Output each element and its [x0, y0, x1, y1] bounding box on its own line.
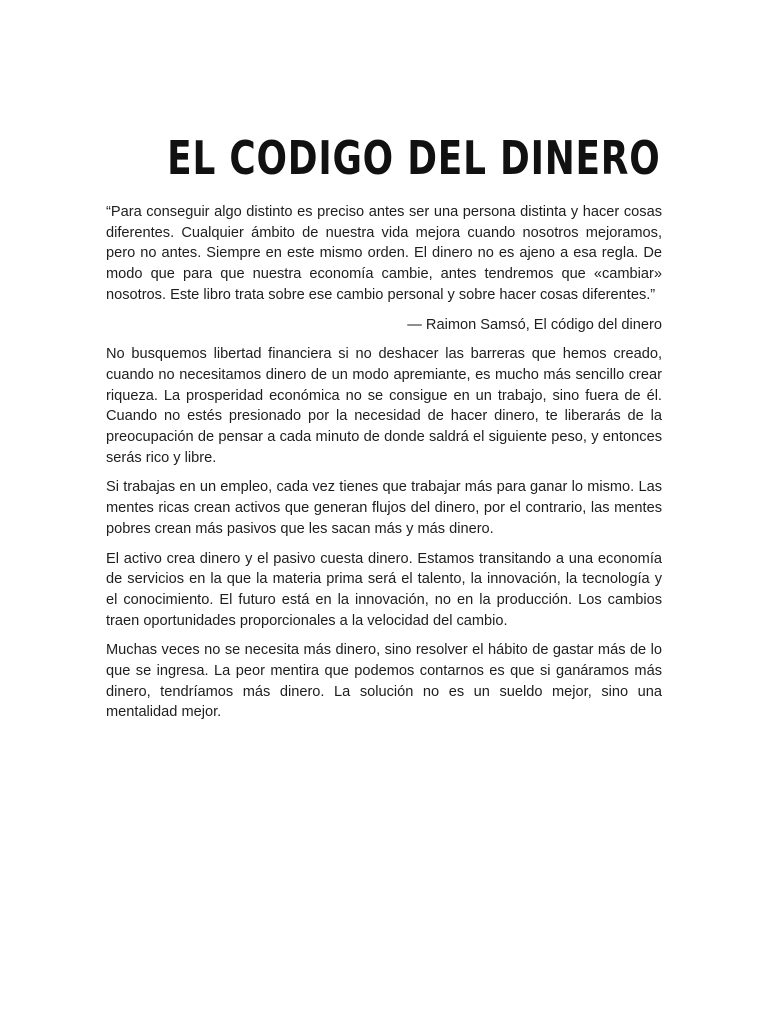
- quote-attribution: — Raimon Samsó, El código del dinero: [407, 316, 662, 333]
- paragraph-3: El activo crea dinero y el pasivo cuesta dinero. Estamos transitando a una economía de servicios en la que la materia prima será el talento, la innovación, la tecnología y el conocimiento. El futuro está en la innovación, no en la producción. Los cambios traen oportunidades proporcionales a la velocidad del cambio.: [106, 550, 662, 629]
- paragraph-4: Muchas veces no se necesita más dinero, sino resolver el hábito de gastar más de lo que se ingresa. La peor mentira que podemos contarnos es que si ganáramos más dinero, tendríamos más dinero. La solución no es un sueldo mejor, sino una mentalidad mejor.: [106, 642, 662, 721]
- document-page: [106, 0, 662, 732]
- paragraph-2: Si trabajas en un empleo, cada vez tienes que trabajar más para ganar lo mismo. Las mentes ricas crean activos que generan flujos del dinero, por el contrario, las mentes pobres crean más pasivos que les sacan más y más dinero.: [106, 479, 662, 537]
- epigraph-quote: “Para conseguir algo distinto es preciso antes ser una persona distinta y hacer cosas diferentes. Cualquier ámbito de nuestra vida mejora cuando nosotros mejoramos, pero no antes. Siempre en este mismo orden. El dinero no es ajeno a esa regla. De modo que para que nuestra economía cambie, antes tendremos que «cambiar» nosotros. Este libro trata sobre ese cambio personal y sobre hacer cosas diferentes.”: [106, 204, 662, 303]
- document-body: [106, 202, 662, 723]
- paragraph-1: No busquemos libertad financiera si no deshacer las barreras que hemos creado, cuando no necesitamos dinero de un modo apremiante, es mucho más sencillo crear riqueza. La prosperidad económica no se consigue en un trabajo, sino fuera de él. Cuando no estés presionado por la necesidad de hacer dinero, te liberarás de la preocupación de pensar a cada minuto de donde saldrá el siguiente peso, y entonces serás rico y libre.: [106, 346, 662, 466]
- page-title: EL CODIGO DEL DINERO: [167, 131, 661, 185]
